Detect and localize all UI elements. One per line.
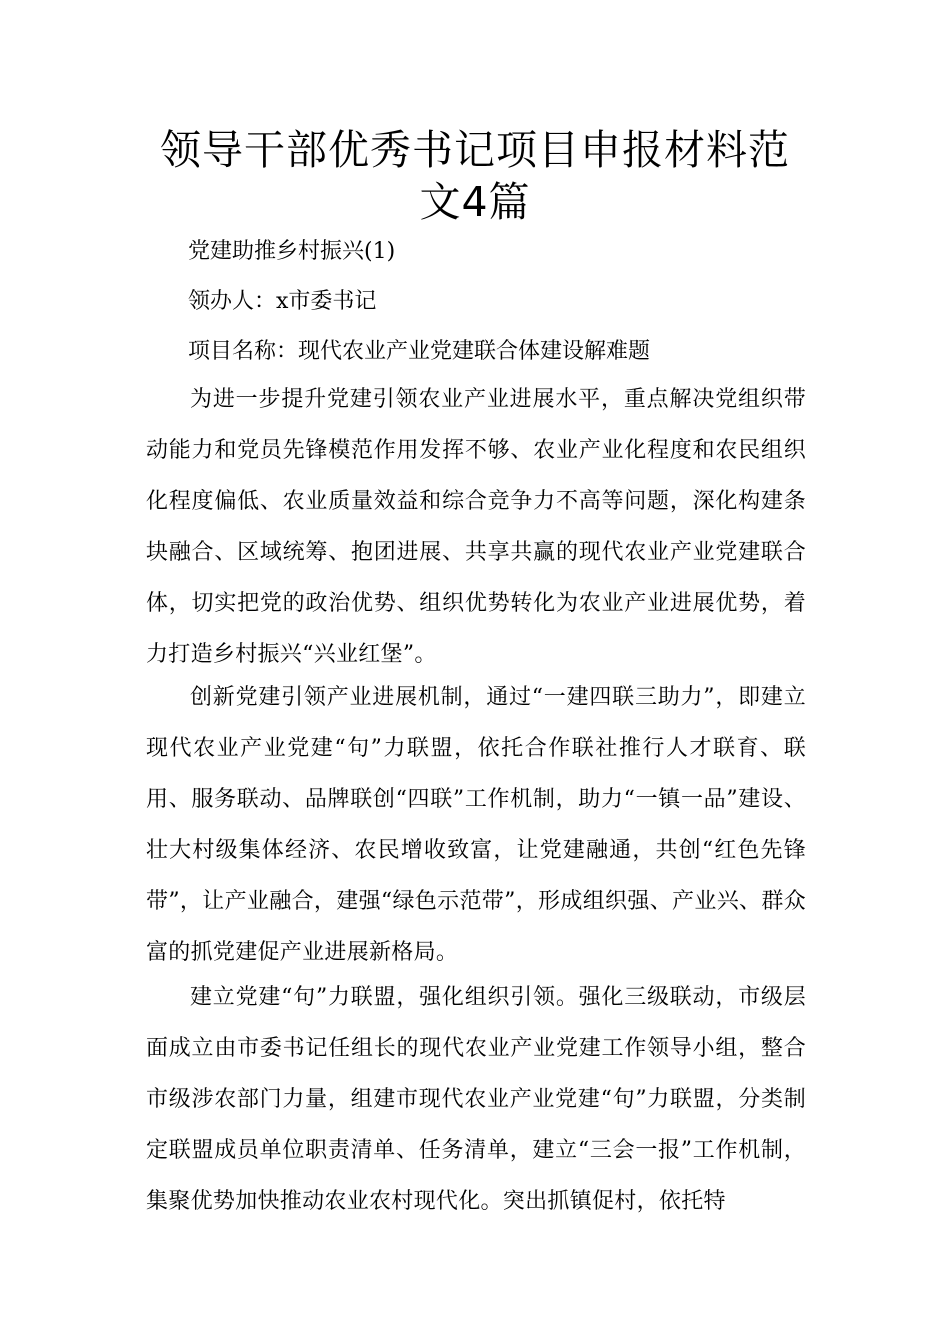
body-paragraph-3: 建立党建“句”力联盟，强化组织引领。强化三级联动，市级层面成立由市委书记任组长的现代农业产业党建工作领导小组，整合市级涉农部门力量，组建市现代农业产业党建“句”力联盟，分类制定联盟成员单位职责清单、任务清单，建立“三会一报”工作机制，集聚优势加快推动农业农村现代化。突出抓镇促村，依托特	[146, 985, 806, 1214]
body-paragraph-1: 为进一步提升党建引领农业产业进展水平，重点解决党组织带动能力和党员先锋模范作用发挥不够、农业产业化程度和农民组织化程度偏低、农业质量效益和综合竞争力不高等问题，深化构建条块融合、区域统筹、抱团进展、共享共赢的现代农业产业党建联合体，切实把党的政治优势、组织优势转化为农业产业进展优势，着力打造乡村振兴“兴业红堡”。	[146, 387, 806, 667]
document-title: 领导干部优秀书记项目申报材料范文4篇	[160, 126, 790, 226]
leader-line: 领办人：x市委书记	[188, 289, 377, 314]
section-subtitle: 党建助推乡村振兴(1)	[188, 239, 396, 264]
body-paragraph-2: 创新党建引领产业进展机制，通过“一建四联三助力”，即建立现代农业产业党建“句”力联盟，依托合作联社推行人才联育、联用、服务联动、品牌联创“四联”工作机制，助力“一镇一品”建设、壮大村级集体经济、农民增收致富，让党建融通，共创“红色先锋带”，让产业融合，建强“绿色示范带”，形成组织强、产业兴、群众富的抓党建促产业进展新格局。	[146, 685, 806, 965]
project-name-line: 项目名称：现代农业产业党建联合体建设解难题	[188, 339, 651, 364]
